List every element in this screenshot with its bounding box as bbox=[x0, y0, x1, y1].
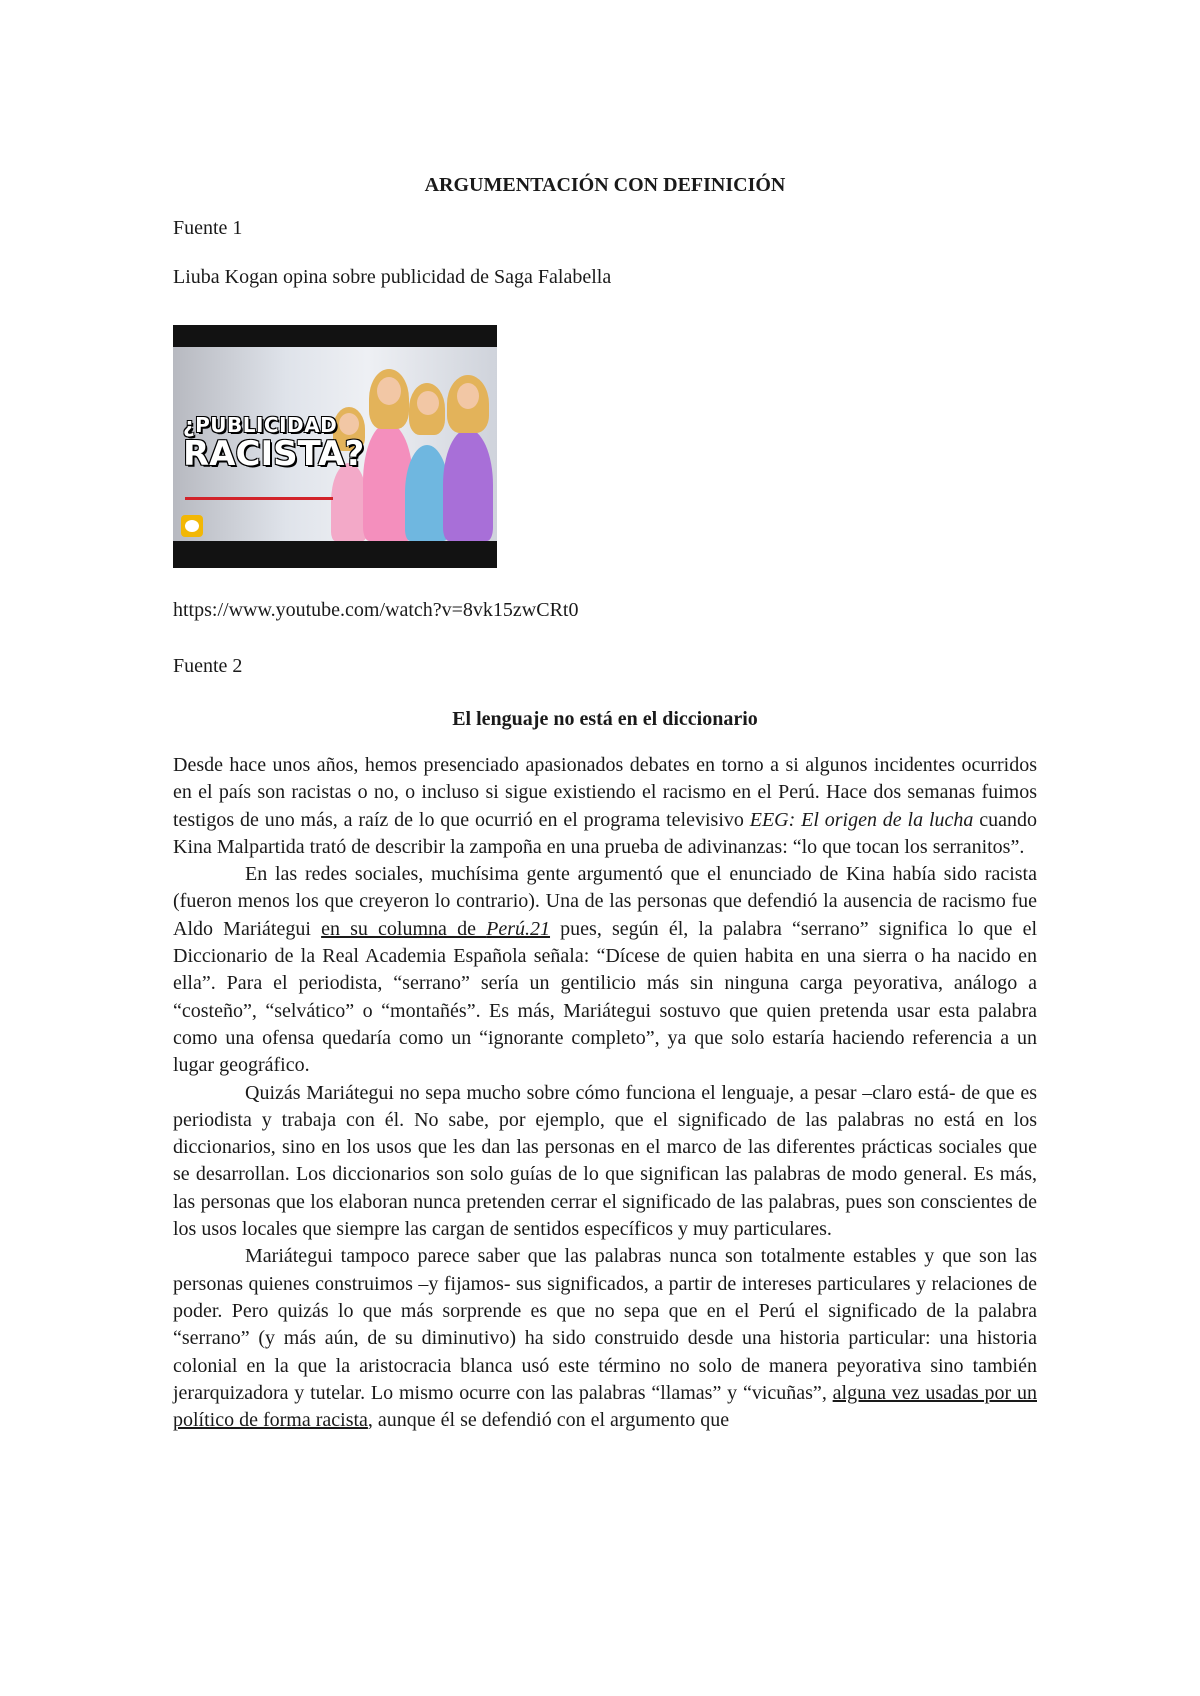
article-paragraph-1: Desde hace unos años, hemos presenciado apasionados debates en torno a si algunos incidentes ocurridos en el país son racistas o no, o incluso si sigue existiendo el racismo en el Perú. Hace dos semanas fuimos testigos de uno más, a raíz de lo que ocurrió en el programa televisivo EEG: El origen de la lucha cuando Kina Malpartida trató de describir la zampoña en una prueba de adivinanzas: “lo que tocan los serranitos”. bbox=[173, 754, 1037, 858]
girl-figure bbox=[331, 463, 367, 541]
source-1-label: Fuente 1 bbox=[173, 217, 243, 239]
program-title: EEG: El origen de la lucha bbox=[749, 808, 974, 831]
document-title: ARGUMENTACIÓN CON DEFINICIÓN bbox=[424, 174, 786, 196]
girl-head bbox=[457, 383, 479, 409]
source-1-caption: Liuba Kogan opina sobre publicidad de Saga Falabella bbox=[173, 266, 612, 288]
video-overlay-underline bbox=[185, 497, 333, 500]
video-thumbnail-image bbox=[173, 347, 497, 541]
article-paragraph-4: Mariátegui tampoco parece saber que las palabras nunca son totalmente estables y que son las personas quienes construimos –y fijamos- sus significados, a partir de intereses particulares y relaciones de poder. Pero quizás lo que más sorprende es que no sepa que en el Perú el significado de la palabra “serrano” (y más aún, de su diminutivo) ha sido construido desde una historia particular: una historia colonial en la que la aristocracia blanca usó este término no solo de manera peyorativa sino también jerarquizadora y tutelar. Lo mismo ocurre con las palabras “llamas” y “vicuñas”, alguna vez usadas por un político de forma racista, aunque él se defendió con el argumento que bbox=[173, 1245, 1037, 1432]
video-overlay-line-1: ¿PUBLICIDAD bbox=[183, 413, 338, 437]
source-2-label: Fuente 2 bbox=[173, 655, 243, 677]
video-url-link[interactable]: https://www.youtube.com/watch?v=8vk15zwCRt0 bbox=[173, 599, 579, 621]
article-paragraph-2: En las redes sociales, muchísima gente argumentó que el enunciado de Kina había sido racista (fueron menos los que creyeron lo contrario). Una de las personas que defendió la ausencia de racismo fue Aldo Mariátegui en su columna de Perú.21 pues, según él, la palabra “serrano” significa lo que el Diccionario de la Real Academia Española señala: “Dícese de quien habita en una sierra o ha nacido en ella”. Para el periodista, “serrano” sería un gentilicio más sin ninguna carga peyorativa, análogo a “costeño”, “selvático” o “montañés”. Es más, Mariátegui sostuvo que quien pretenda usar esta palabra como una ofensa quedaría como un “ignorante completo”, ya que solo estaría haciendo referencia a un lugar geográfico. bbox=[173, 863, 1037, 1077]
video-overlay-text bbox=[183, 413, 365, 474]
video-thumbnail[interactable] bbox=[173, 325, 497, 568]
article-title: El lenguaje no está en el diccionario bbox=[452, 708, 758, 730]
politician-link[interactable]: alguna vez usadas por un político de forma racista bbox=[173, 1381, 1037, 1432]
girl-figure bbox=[443, 429, 493, 541]
column-link[interactable]: en su columna de Perú.21 bbox=[321, 917, 551, 940]
video-overlay-line-2: RACISTA? bbox=[183, 434, 365, 474]
girl-head bbox=[417, 391, 439, 415]
girl-head bbox=[377, 377, 401, 405]
channel-logo-icon bbox=[181, 515, 203, 537]
article-paragraph-3: Quizás Mariátegui no sepa mucho sobre cómo funciona el lenguaje, a pesar –claro está- de que es periodista y trabaja con él. No sabe, por ejemplo, que el significado de las palabras no está en los diccionarios, sino en los usos que les dan las personas en el marco de las diferentes prácticas sociales que se desarrollan. Los diccionarios son solo guías de lo que significan las palabras de modo general. Es más, las personas que los elaboran nunca pretenden cerrar el significado de las palabras, pues son conscientes de los usos locales que siempre las cargan de sentidos específicos y muy particulares. bbox=[173, 1081, 1037, 1241]
article-body bbox=[173, 752, 1037, 1434]
